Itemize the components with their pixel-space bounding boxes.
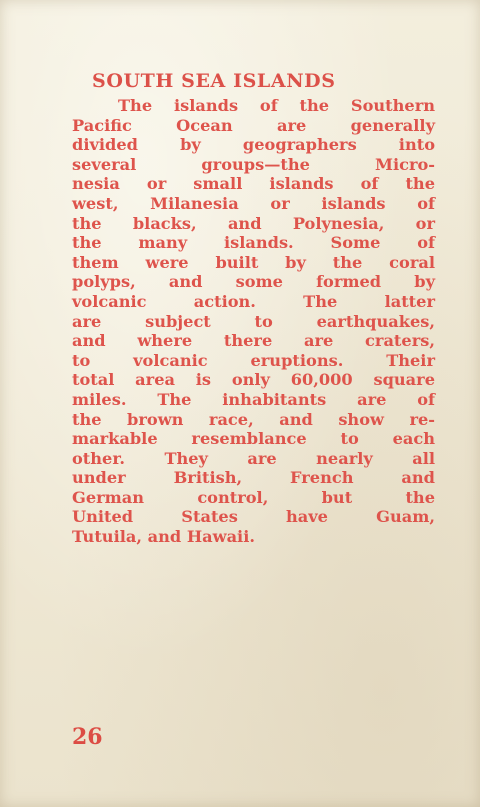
body-line: miles. The inhabitants are of [72, 389, 435, 409]
body-line: them were built by the coral [72, 252, 435, 272]
body-line: polyps, and some formed by [72, 272, 435, 292]
body-line: west, Milanesia or islands of [72, 193, 435, 213]
body-line: several groups—the Micro- [72, 154, 435, 174]
body-line: divided by geographers into [72, 135, 435, 155]
body-line: volcanic action. The latter [72, 291, 435, 311]
body-line: the many islands. Some of [72, 233, 435, 253]
page-number: 26 [72, 724, 103, 750]
body-line: and where there are craters, [72, 331, 435, 351]
body-line: Tutuila, and Hawaii. [72, 527, 255, 547]
body-line: markable resemblance to each [72, 429, 435, 449]
body-line: The islands of the Southern [118, 96, 435, 115]
body-line: German control, but the [72, 487, 435, 507]
body-line: the brown race, and show re- [72, 409, 435, 429]
body-line: Pacific Ocean are generally [72, 115, 435, 135]
body-line: are subject to earthquakes, [72, 311, 435, 331]
body-line: nesia or small islands of the [72, 174, 435, 194]
card-body-text [72, 96, 435, 547]
body-line: total area is only 60,000 square [72, 370, 435, 390]
body-line: the blacks, and Polynesia, or [72, 213, 435, 233]
body-line: United States have Guam, [72, 507, 435, 527]
card-title: SOUTH SEA ISLANDS [92, 70, 336, 92]
body-line: to volcanic eruptions. Their [72, 350, 435, 370]
body-line: under British, French and [72, 468, 435, 488]
body-line: other. They are nearly all [72, 448, 435, 468]
